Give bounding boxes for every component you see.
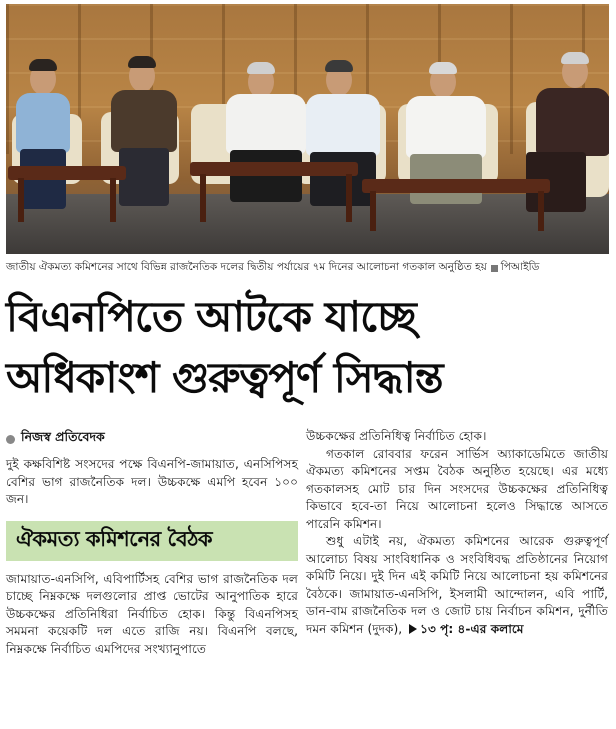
paragraph-2: গতকাল রোববার ফরেন সার্ভিস অ্যাকাডেমিতে জাতীয় ঐকমত্য কমিশনের সপ্তম বৈঠক অনুষ্ঠিত হয়েছে। এর মধ্যে গতকালসহ মোট চার দিন সংসদের উচ্চকক্ষের প্রতিনিধিত্ব কিভাবে হবে-তা নিয়ে আলোচনা হলেও সিদ্ধান্তে আসতে পারেনি কমিশন।	[306, 446, 608, 531]
byline-text: নিজস্ব প্রতিবেদক	[21, 429, 105, 444]
caption-credit: পিআইডি	[500, 260, 540, 273]
subheading	[6, 521, 298, 561]
table	[190, 162, 358, 176]
intro-paragraph: দুই কক্ষবিশিষ্ট সংসদের পক্ষে বিএনপি-জামায়াত, এনসিপিসহ বেশির ভাগ রাজনৈতিক দল। উচ্চকক্ষে এমপি হবেন ১০০ জন।	[6, 457, 298, 506]
continued-reference: ১৩ পৃ: ৪-এর কলামে	[420, 621, 524, 636]
meeting-photo	[6, 4, 609, 254]
caption-credit-marker	[491, 265, 498, 272]
article-right-column	[306, 428, 608, 638]
body-paragraph: জামায়াত-এনসিপি, এবিপার্টিসহ বেশির ভাগ রাজনৈতিক দল চাচ্ছে নিম্নকক্ষে দলগুলোর প্রাপ্ত ভোটের আনুপাতিক হারে উচ্চকক্ষের প্রতিনিধিরা নির্বাচিত হোক। কিন্তু বিএনপিসহ সমমনা কয়েকটি দল এতে রাজি নয়। বিএনপি বলছে, নিম্নকক্ষে নির্বাচিত এমপিদের সংখ্যানুপাতে	[6, 571, 298, 656]
paragraph-3-text: শুধু এটাই নয়, ঐকমত্য কমিশনের আরেক গুরুত্বপূর্ণ আলোচ্য বিষয় সাংবিধানিক ও সংবিধিবদ্ধ প্রতিষ্ঠানের নিয়োগ কমিটি নিয়ে। দুই দিন এই কমিটি নিয়ে আলোচনা হয় কমিশনের বৈঠকে। জামায়াত-এনসিপি, ইসলামী আন্দোলন, এবি পার্টি, ডান-বাম রাজনৈতিক দল ও জোট চায় নির্বাচন কমিশন, দুর্নীতি দমন কমিশন (দুদক),	[306, 534, 608, 636]
headline-line-2: অধিকাংশ গুরুত্বপূর্ণ সিদ্ধান্ত	[6, 353, 443, 402]
paragraph-1: উচ্চকক্ষের প্রতিনিধিত্ব নির্বাচিত হোক।	[306, 429, 487, 443]
subheading-text: ঐকমত্য কমিশনের বৈঠক	[16, 527, 213, 551]
article-left-column	[6, 428, 298, 658]
bullet-icon	[6, 435, 15, 444]
table	[8, 166, 126, 180]
byline	[6, 428, 298, 450]
caption-text: জাতীয় ঐকমত্য কমিশনের সাথে বিভিন্ন রাজনৈতিক দলের দ্বিতীয় পর্যায়ের ৭ম দিনের আলোচনা গতকাল অনুষ্ঠিত হয়	[6, 260, 487, 273]
headline-line-1: বিএনপিতে আটকে যাচ্ছে	[6, 292, 416, 341]
photo-caption	[6, 259, 609, 277]
paragraph-3	[306, 533, 608, 638]
floor	[6, 194, 609, 254]
continued-arrow-icon	[409, 624, 417, 634]
table	[362, 179, 550, 193]
